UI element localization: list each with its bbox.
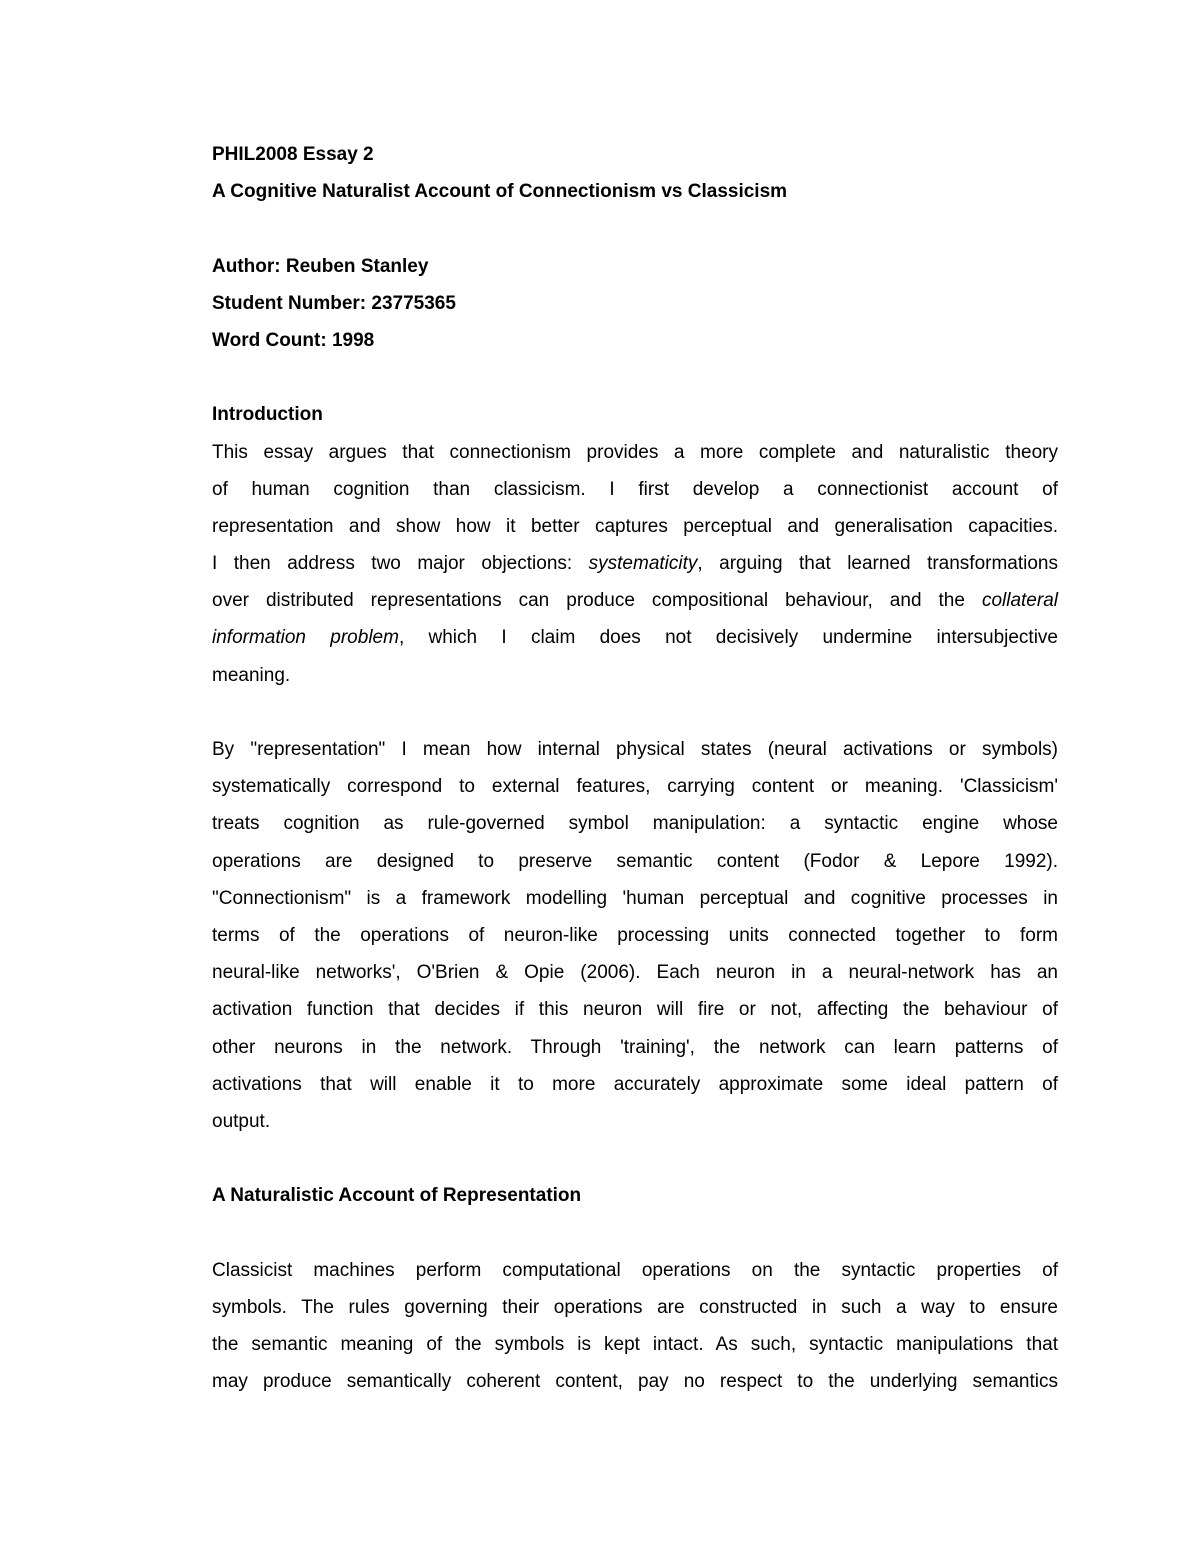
section-heading-representation: A Naturalistic Account of Representation: [212, 1185, 582, 1207]
text-run: , arguing that learned transformations: [697, 553, 1059, 575]
paragraph-line: [212, 545, 1058, 582]
word-count-line: Word Count: 1998: [212, 329, 375, 351]
student-number-line: Student Number: 23775365: [212, 292, 456, 314]
paragraph-line: activations that will enable it to more accurately approximate some ideal pattern of: [212, 1073, 1058, 1095]
paragraph-line: treats cognition as rule-governed symbol manipulation: a syntactic engine whose: [212, 813, 1058, 835]
paragraph-line: This essay argues that connectionism provides a more complete and naturalistic theory: [212, 441, 1058, 463]
paragraph-line: other neurons in the network. Through 'training', the network can learn patterns of: [212, 1036, 1058, 1058]
paragraph-line: terms of the operations of neuron-like processing units connected together to form: [212, 924, 1058, 946]
paragraph-line: "Connectionism" is a framework modelling 'human perceptual and cognitive processes in: [212, 887, 1058, 909]
intro-paragraph-2: [212, 731, 1058, 1140]
paragraph-line: activation function that decides if this neuron will fire or not, affecting the behaviour of: [212, 999, 1058, 1021]
introduction-heading: Introduction: [212, 404, 323, 426]
paragraph-line: Classicist machines perform computational operations on the syntactic properties of: [212, 1259, 1058, 1281]
spacer: [212, 1214, 1058, 1251]
paragraph-line: operations are designed to preserve semantic content (Fodor & Lepore 1992).: [212, 850, 1058, 872]
italic-term-collateral: collateral: [981, 590, 1058, 612]
paragraph-line: By "representation" I mean how internal physical states (neural activations or symbols): [212, 739, 1058, 760]
spacer: [212, 210, 1058, 247]
paragraph-line: symbols. The rules governing their operations are constructed in such a way to ensure: [212, 1296, 1058, 1318]
text-run: , which I claim does not decisively undermine intersubjective: [398, 627, 1058, 649]
essay-title: A Cognitive Naturalist Account of Connectionism vs Classicism: [212, 181, 788, 203]
paragraph-line: [212, 582, 1058, 619]
text-run: over distributed representations can produce compositional behaviour, and the: [212, 590, 982, 612]
course-heading: PHIL2008 Essay 2: [212, 144, 374, 165]
paragraph-line: the semantic meaning of the symbols is kept intact. As such, syntactic manipulations that: [212, 1334, 1058, 1355]
paragraph-line: output.: [212, 1110, 271, 1132]
paragraph-line: representation and show how it better captures perceptual and generalisation capacities.: [212, 515, 1058, 537]
italic-term-information-problem: information problem: [212, 627, 399, 649]
paragraph-line: may produce semantically coherent content, pay no respect to the underlying semantics: [212, 1371, 1058, 1393]
spacer: [212, 1140, 1058, 1177]
essay-page: [212, 136, 1058, 1400]
spacer: [212, 694, 1058, 731]
paragraph-line: neural-like networks', O'Brien & Opie (2006). Each neuron in a neural-network has an: [212, 962, 1058, 984]
author-line: Author: Reuben Stanley: [212, 255, 429, 277]
paragraph-line: of human cognition than classicism. I first develop a connectionist account of: [212, 478, 1058, 500]
paragraph-line: meaning.: [212, 664, 291, 686]
section2-paragraph-1: [212, 1252, 1058, 1401]
italic-term-systematicity: systematicity: [588, 553, 698, 575]
paragraph-line: systematically correspond to external features, carrying content or meaning. 'Classicism': [212, 776, 1058, 798]
spacer: [212, 359, 1058, 396]
paragraph-line: [212, 619, 1058, 656]
intro-paragraph-1: [212, 434, 1058, 694]
text-run: I then address two major objections:: [212, 553, 589, 575]
